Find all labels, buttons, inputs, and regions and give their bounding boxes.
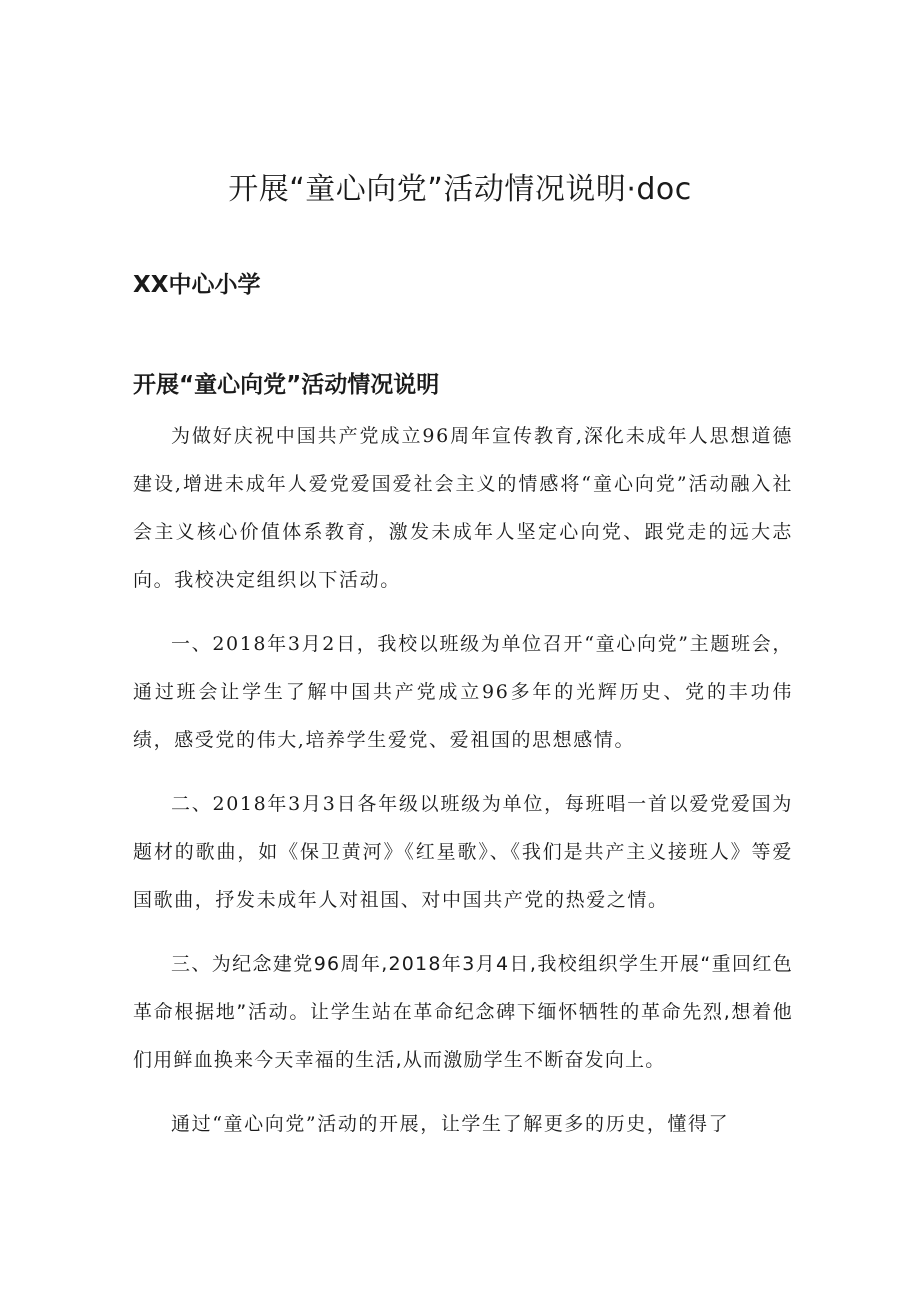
paragraph-item-2: 二、2018年3月3日各年级以班级为单位，每班唱一首以爱党爱国为题材的歌曲，如《保卫黄河》《红星歌》、《我们是共产主义接班人》等爱国歌曲，抒发未成年人对祖国、对中国共产党的热爱之情。 (133, 793, 793, 911)
paragraph-item-1: 一、2018年3月2日，我校以班级为单位召开“童心向党”主题班会，通过班会让学生了解中国共产党成立96多年的光辉历史、党的丰功伟绩，感受党的伟大,培养学生爱党、爱祖国的思想感情。 (133, 633, 793, 751)
paragraph-item-3: 三、为纪念建党96周年,2018年3月4日,我校组织学生开展“重回红色革命根据地”活动。让学生站在革命纪念碑下缅怀牺牲的革命先烈,想着他们用鲜血换来今天幸福的生活,从而激励学生不断奋发向上。 (133, 953, 793, 1071)
document-title: 开展“童心向党”活动情况说明·doc (228, 172, 692, 207)
document-body (133, 412, 793, 1148)
paragraph-conclusion: 通过“童心向党”活动的开展，让学生了解更多的历史，懂得了 (171, 1113, 730, 1135)
paragraph-intro: 为做好庆祝中国共产党成立96周年宣传教育,深化未成年人思想道德建设,增进未成年人爱党爱国爱社会主义的情感将“童心向党”活动融入社会主义核心价值体系教育，激发未成年人坚定心向党、跟党走的远大志向。我校决定组织以下活动。 (133, 425, 793, 591)
school-name: XX中心小学 (133, 272, 261, 298)
section-title: 开展“童心向党”活动情况说明 (133, 372, 440, 398)
